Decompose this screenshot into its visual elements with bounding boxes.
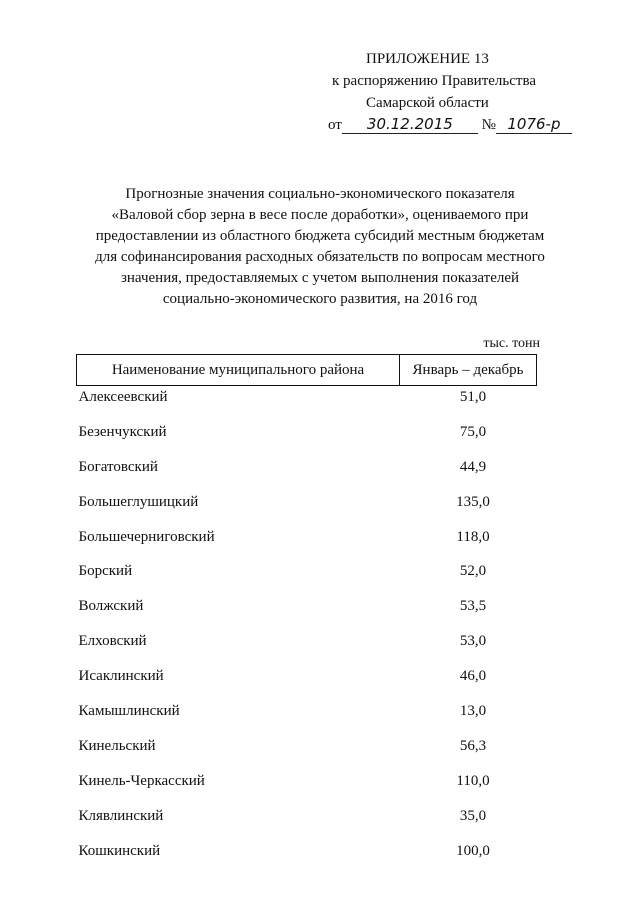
district-name: Исаклинский bbox=[78, 668, 164, 685]
title-line: предоставлении из областного бюджета субсидий местным бюджетам bbox=[95, 228, 545, 244]
district-value: 110,0 bbox=[456, 772, 490, 789]
appendix-region: Самарской области bbox=[366, 95, 489, 111]
district-value: 56,3 bbox=[459, 737, 487, 754]
column-header-period: Январь – декабрь bbox=[400, 355, 537, 386]
district-value: 53,0 bbox=[459, 633, 487, 650]
district-name: Клявлинский bbox=[78, 807, 164, 824]
appendix-header bbox=[300, 48, 600, 136]
units-label: тыс. тонн bbox=[483, 336, 540, 351]
district-value: 75,0 bbox=[459, 423, 487, 440]
table-row bbox=[77, 840, 537, 875]
table-row bbox=[77, 421, 537, 456]
district-value: 13,0 bbox=[459, 703, 487, 720]
district-name: Камышлинский bbox=[78, 703, 180, 720]
district-name: Борский bbox=[78, 563, 133, 580]
district-name: Большеглушицкий bbox=[78, 493, 199, 510]
table-header-row bbox=[77, 355, 537, 386]
title-line: социально-экономического развития, на 2016 год bbox=[162, 291, 478, 307]
number-label: № bbox=[481, 117, 496, 133]
district-value: 100,0 bbox=[456, 842, 490, 859]
table-row bbox=[77, 560, 537, 595]
district-name: Богатовский bbox=[78, 458, 158, 475]
table-row bbox=[77, 491, 537, 526]
from-label: от bbox=[328, 117, 342, 133]
table-row bbox=[77, 526, 537, 561]
appendix-order-ref: к распоряжению Правительства bbox=[332, 73, 537, 89]
title-line: «Валовой сбор зерна в весе после доработки», оцениваемого при bbox=[111, 207, 529, 223]
district-name: Кинельский bbox=[78, 737, 156, 754]
data-table bbox=[76, 354, 537, 874]
handwritten-number: 1076-р bbox=[496, 115, 572, 134]
table-body bbox=[77, 386, 537, 875]
document-title bbox=[60, 184, 580, 310]
table-row bbox=[77, 386, 537, 421]
district-value: 51,0 bbox=[459, 389, 487, 405]
table-row bbox=[77, 770, 537, 805]
district-name: Алексеевский bbox=[78, 389, 168, 405]
district-value: 135,0 bbox=[456, 493, 490, 510]
table-row bbox=[77, 735, 537, 770]
district-name: Елховский bbox=[78, 633, 147, 650]
district-value: 46,0 bbox=[459, 668, 487, 685]
district-name: Кинель-Черкасский bbox=[78, 772, 205, 789]
handwritten-date: 30.12.2015 bbox=[342, 115, 478, 134]
appendix-number: ПРИЛОЖЕНИЕ 13 bbox=[366, 51, 489, 67]
table-row bbox=[77, 805, 537, 840]
district-name: Волжский bbox=[78, 598, 144, 615]
appendix-date-line bbox=[300, 114, 600, 136]
district-value: 118,0 bbox=[456, 528, 490, 545]
district-value: 53,5 bbox=[459, 598, 487, 615]
title-line: для софинансирования расходных обязательств по вопросам местного bbox=[95, 249, 545, 265]
table-row bbox=[77, 700, 537, 735]
district-name: Безенчукский bbox=[78, 423, 167, 440]
district-value: 44,9 bbox=[459, 458, 487, 475]
title-line: Прогнозные значения социально-экономического показателя bbox=[125, 186, 515, 202]
district-value: 52,0 bbox=[459, 563, 487, 580]
title-line: значения, предоставляемых с учетом выполнения показателей bbox=[120, 270, 520, 286]
table-row bbox=[77, 456, 537, 491]
district-name: Кошкинский bbox=[78, 842, 161, 859]
table-row bbox=[77, 630, 537, 665]
district-value: 35,0 bbox=[459, 807, 487, 824]
table-row bbox=[77, 595, 537, 630]
district-name: Большечерниговский bbox=[78, 528, 215, 545]
table-row bbox=[77, 665, 537, 700]
column-header-district: Наименование муниципального района bbox=[77, 355, 400, 386]
